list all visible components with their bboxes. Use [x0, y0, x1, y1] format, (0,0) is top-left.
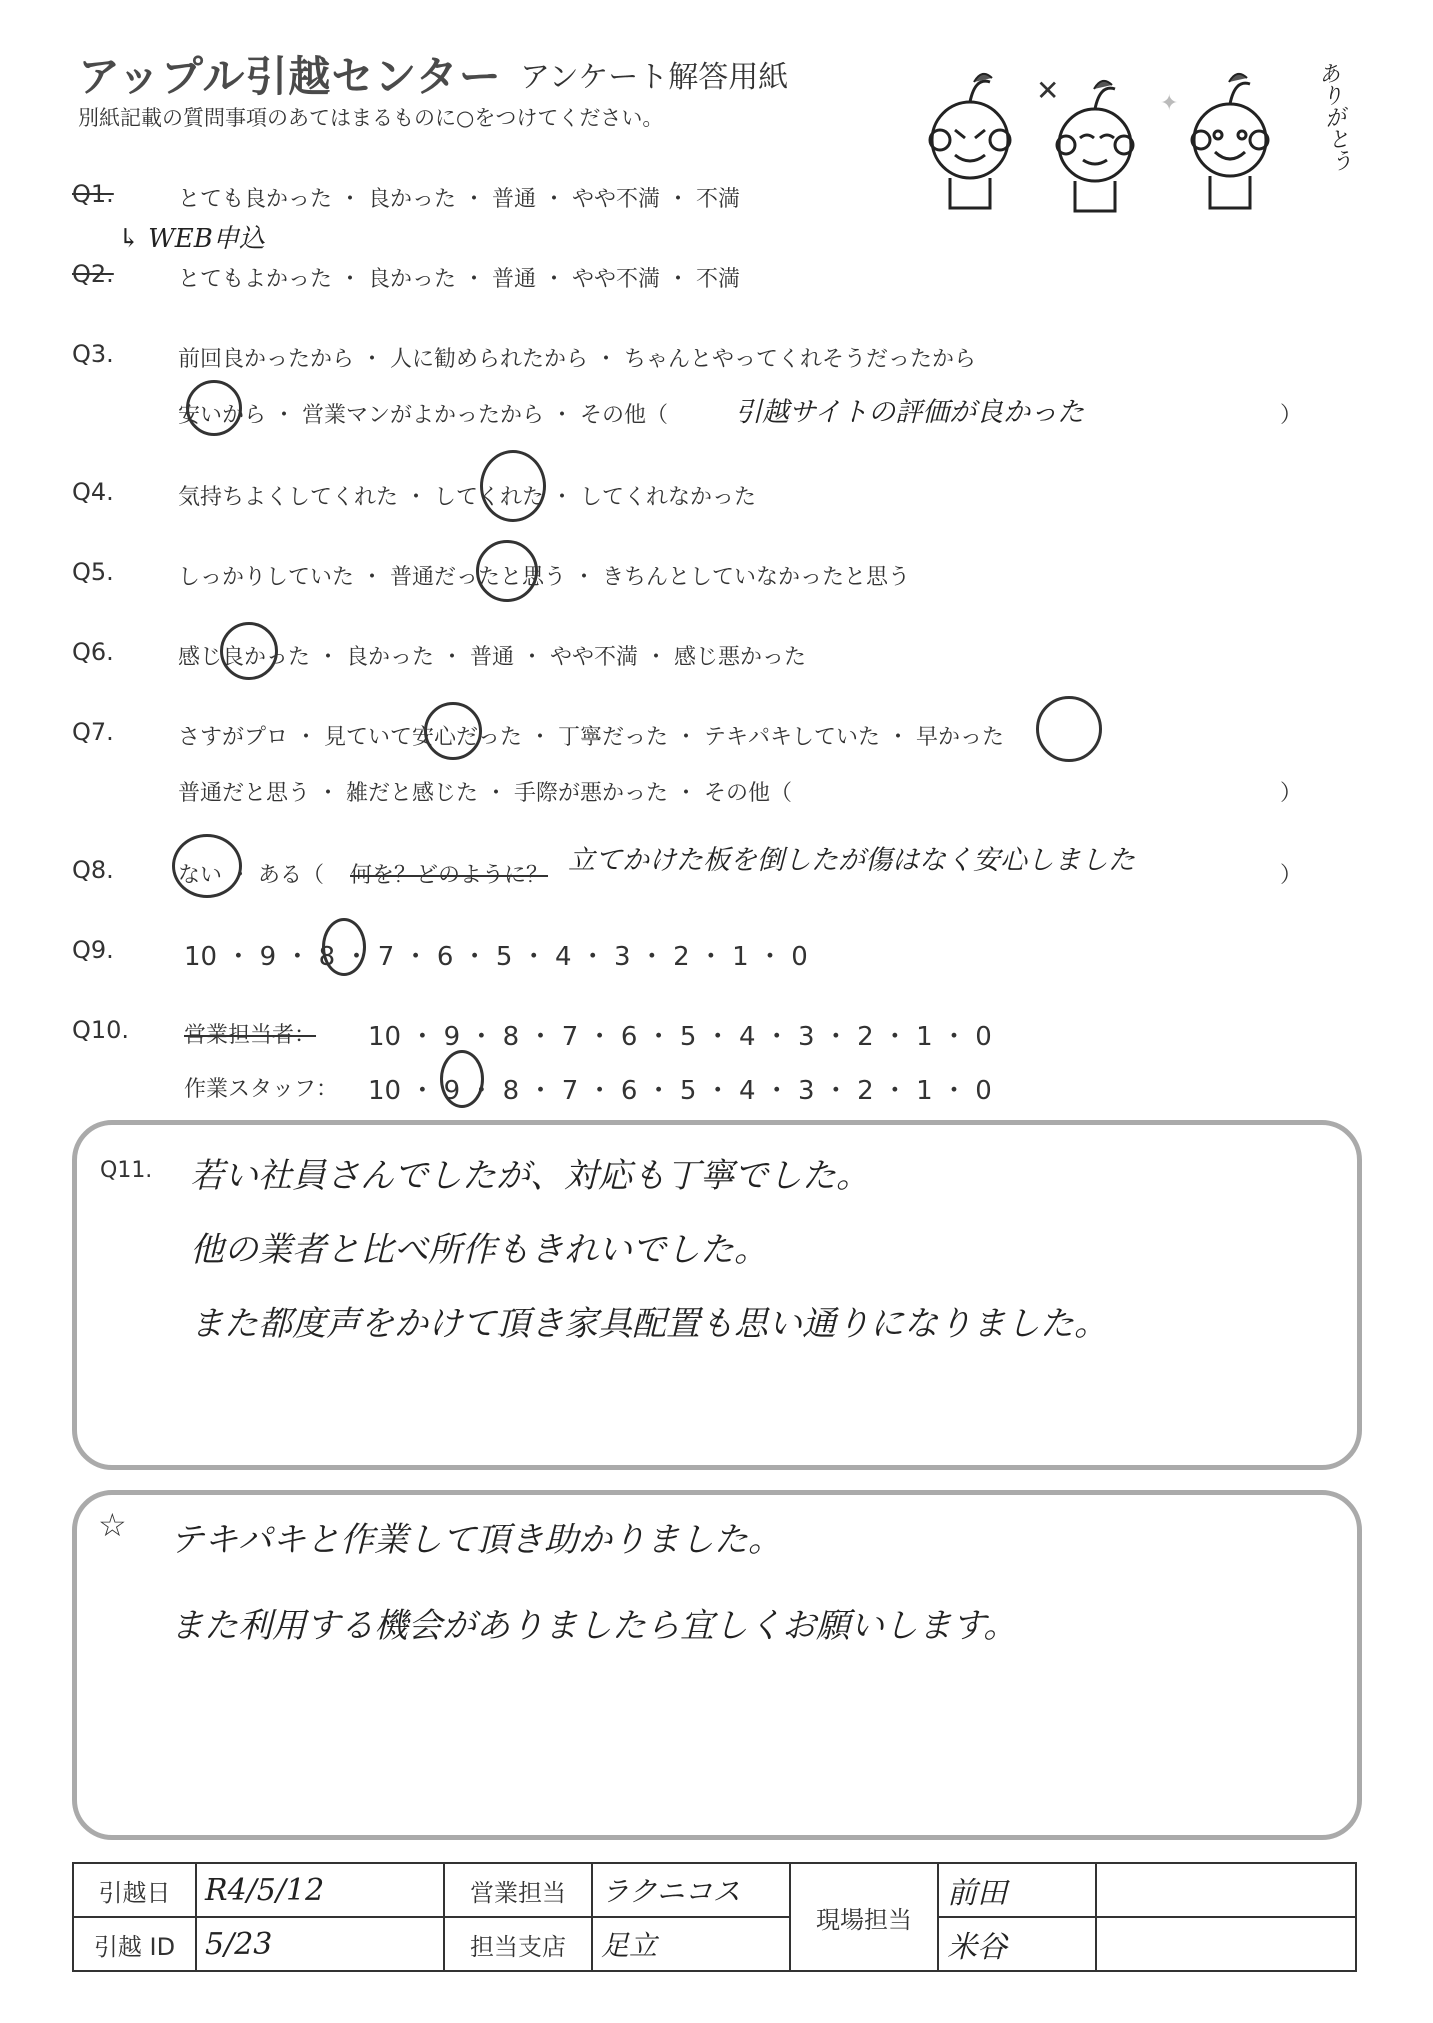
q10-staff-label: 作業スタッフ： — [184, 1077, 339, 1102]
q5-answer-circle — [476, 540, 538, 602]
arrow-icon: ↳ — [118, 224, 149, 254]
q7-answer-circle-1 — [424, 702, 482, 760]
q4-number: Q4. — [72, 478, 114, 506]
q6-number: Q6. — [72, 638, 114, 666]
footer-empty-cell-2 — [1096, 1917, 1356, 1971]
q1-handwriting — [118, 218, 265, 255]
q8-answer-circle — [172, 834, 242, 898]
footer-empty-cell-1 — [1096, 1863, 1356, 1917]
mascot-illustration — [900, 50, 1360, 220]
q9-options: 10 ・ 9 ・ 8 ・ 7 ・ 6 ・ 5 ・ 4 ・ 3 ・ 2 ・ 1 ・ 0 — [184, 942, 808, 972]
q3-close-paren: ） — [1280, 403, 1303, 428]
branch-value: 足立 — [601, 1929, 658, 1962]
site-rep-value-1: 前田 — [947, 1876, 1007, 1911]
moving-id-value: 5/23 — [205, 1926, 273, 1962]
q3-options-line2: 安いから ・ 営業マンがよかったから ・ その他（ — [178, 403, 668, 428]
q3-options: 前回良かったから ・ 人に勧められたから ・ ちゃんとやってくれそうだったから — [178, 347, 976, 372]
q6-options: 感じ良かった ・ 良かった ・ 普通 ・ やや不満 ・ 感じ悪かった — [178, 645, 806, 670]
site-rep-label: 現場担当 — [790, 1863, 938, 1971]
q4-options: 気持ちよくしてくれた ・ してくれた ・ してくれなかった — [178, 485, 756, 510]
sales-rep-label: 営業担当 — [444, 1863, 592, 1917]
q11-line-2: 他の業者と比べ所作もきれいでした。 — [190, 1230, 768, 1270]
moving-date-value: R4/5/12 — [205, 1872, 325, 1908]
q5-number: Q5. — [72, 558, 114, 586]
extra-line-2: また利用する機会がありましたら宜しくお願いします。 — [170, 1606, 1018, 1646]
q8-struck-prompt: 何を？どのように？ — [350, 863, 549, 888]
q8-number: Q8. — [72, 856, 114, 884]
q7-close-paren: ） — [1280, 781, 1303, 806]
q1-number: Q1. — [72, 180, 114, 208]
site-rep-value-2: 米谷 — [947, 1930, 1007, 1965]
q3-answer-circle — [186, 380, 242, 436]
q11-label: Q11. — [100, 1158, 153, 1183]
form-subtitle: アンケート解答用紙 — [520, 60, 789, 95]
q10-staff-options: 10 ・ 9 ・ 8 ・ 7 ・ 6 ・ 5 ・ 4 ・ 3 ・ 2 ・ 1 ・ 0 — [368, 1076, 992, 1106]
svg-text:✕: ✕ — [1036, 74, 1060, 107]
moving-id-label: 引越 ID — [73, 1917, 196, 1971]
q2-options: とてもよかった ・ 良かった ・ 普通 ・ やや不満 ・ 不満 — [178, 267, 740, 292]
moving-date-label: 引越日 — [73, 1863, 196, 1917]
q6-answer-circle — [220, 622, 278, 680]
company-title: アップル引越センター — [78, 52, 502, 101]
q7-options-line2: 普通だと思う ・ 雑だと感じた ・ 手際が悪かった ・ その他（ — [178, 781, 792, 806]
q3-handwriting: 引越サイトの評価が良かった — [735, 397, 1085, 428]
q8-close-paren: ） — [1280, 863, 1303, 888]
q7-answer-circle-2 — [1036, 696, 1102, 762]
star-icon: ☆ — [98, 1506, 127, 1544]
footer-table — [72, 1862, 1357, 1972]
q11-line-3: また都度声をかけて頂き家具配置も思い通りになりました。 — [190, 1304, 1108, 1344]
q3-number: Q3. — [72, 340, 114, 368]
q10-number: Q10. — [72, 1016, 130, 1044]
q10-sales-options: 10 ・ 9 ・ 8 ・ 7 ・ 6 ・ 5 ・ 4 ・ 3 ・ 2 ・ 1 ・ 0 — [368, 1022, 992, 1052]
q9-answer-circle — [322, 918, 366, 976]
thanks-text: ありがとう — [1313, 60, 1354, 174]
q7-number: Q7. — [72, 718, 114, 746]
q10-sales-label: 営業担当者： — [184, 1023, 317, 1048]
instruction-text: 別紙記載の質問事項のあてはまるものに○をつけてください。 — [78, 106, 664, 130]
q4-answer-circle — [480, 450, 546, 522]
extra-line-1: テキパキと作業して頂き助かりました。 — [170, 1520, 782, 1560]
q1-hand-text: WEB申込 — [148, 224, 265, 254]
svg-text:✦: ✦ — [1160, 91, 1179, 116]
q11-line-1: 若い社員さんでしたが、対応も丁寧でした。 — [190, 1156, 870, 1196]
q7-options: さすがプロ ・ 見ていて安心だった ・ 丁寧だった ・ テキパキしていた ・ 早かった — [178, 725, 1004, 750]
q8-handwriting: 立てかけた板を倒したが傷はなく安心しました — [568, 845, 1135, 876]
q10-answer-circle — [440, 1050, 484, 1108]
sales-rep-value: ラクニコス — [601, 1875, 741, 1908]
q1-options: とても良かった ・ 良かった ・ 普通 ・ やや不満 ・ 不満 — [178, 187, 740, 212]
q8-options: ない ・ ある（ — [178, 863, 324, 888]
branch-label: 担当支店 — [444, 1917, 592, 1971]
q9-number: Q9. — [72, 936, 114, 964]
q5-options: しっかりしていた ・ 普通だったと思う ・ きちんとしていなかったと思う — [178, 565, 910, 590]
q2-number: Q2. — [72, 260, 114, 288]
